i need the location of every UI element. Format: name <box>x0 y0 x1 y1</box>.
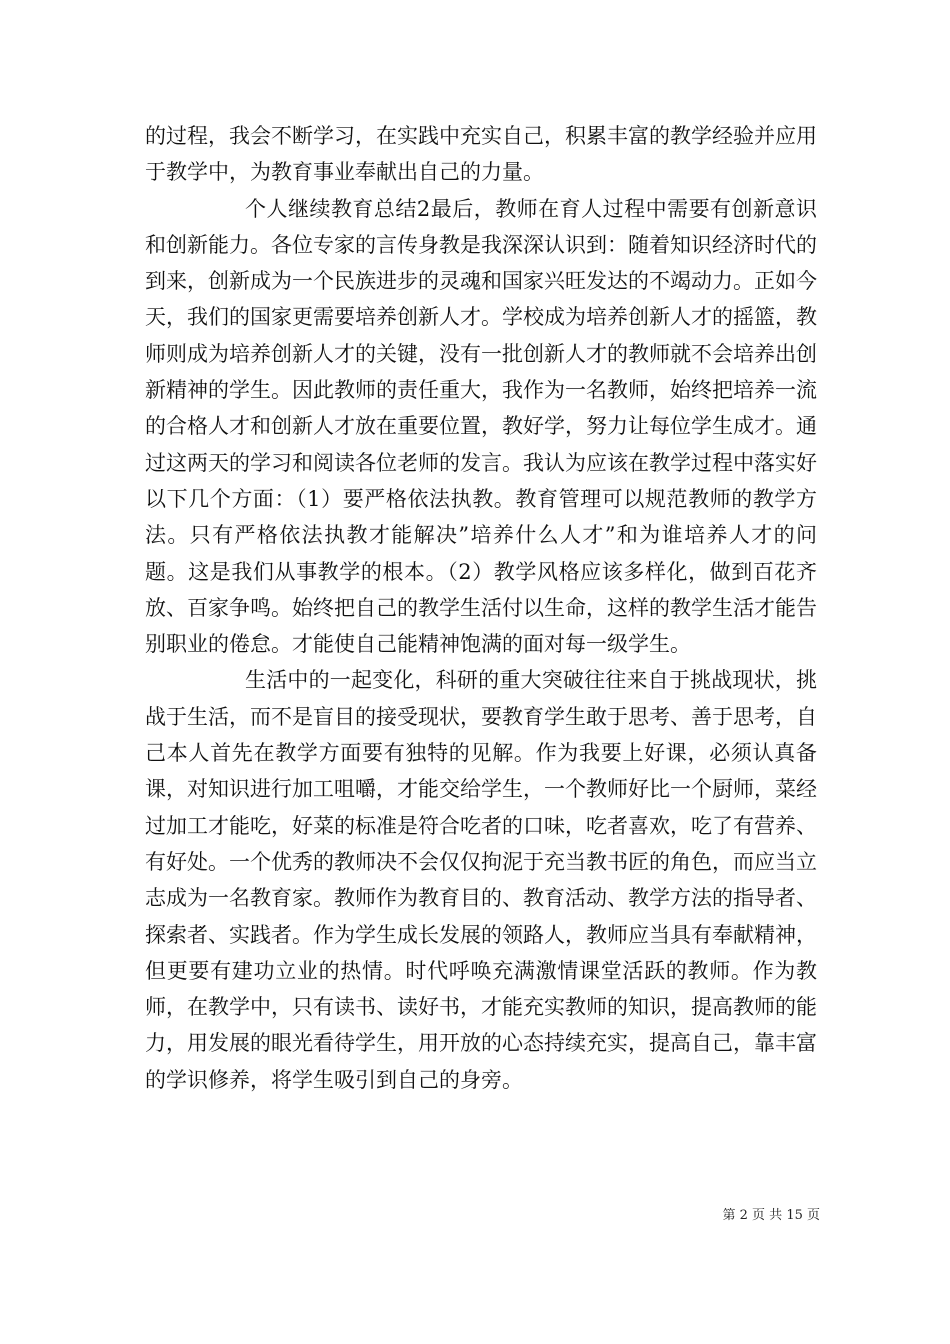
paragraph-3: 生活中的一起变化，科研的重大突破往往来自于挑战现状，挑战于生活，而不是盲目的接受现状，要教育学生敢于思考、善于思考，自己本人首先在教学方面要有独特的见解。作为我要上好课，必须认真备课，对知识进行加工咀嚼，才能交给学生，一个教师好比一个厨师，菜经过加工才能吃，好菜的标准是符合吃者的口味，吃者喜欢，吃了有营养、有好处。一个优秀的教师决不会仅仅拘泥于充当教书匠的角色，而应当立志成为一名教育家。教师作为教育目的、教育活动、教学方法的指导者、探索者、实践者。作为学生成长发展的领路人，教师应当具有奉献精神，但更要有建功立业的热情。时代呼唤充满激情课堂活跃的教师。作为教师，在教学中，只有读书、读好书，才能充实教师的知识，提高教师的能力，用发展的眼光看待学生，用开放的心态持续充实，提高自己，靠丰富的学识修养，将学生吸引到自己的身旁。 <box>145 668 817 1092</box>
document-body <box>145 118 817 1098</box>
page-number-footer: 第 2 页 共 15 页 <box>722 1208 820 1223</box>
paragraph-1: 的过程，我会不断学习，在实践中充实自己，积累丰富的教学经验并应用于教学中，为教育事业奉献出自己的力量。 <box>145 124 817 185</box>
paragraph-2: 个人继续教育总结2最后，教师在育人过程中需要有创新意识和创新能力。各位专家的言传身教是我深深认识到：随着知识经济时代的到来，创新成为一个民族进步的灵魂和国家兴旺发达的不竭动力。正如今天，我们的国家更需要培养创新人才。学校成为培养创新人才的摇篮，教师则成为培养创新人才的关键，没有一批创新人才的教师就不会培养出创新精神的学生。因此教师的责任重大，我作为一名教师，始终把培养一流的合格人才和创新人才放在重要位置，教好学，努力让每位学生成才。通过这两天的学习和阅读各位老师的发言。我认为应该在教学过程中落实好以下几个方面：（1）要严格依法执教。教育管理可以规范教师的教学方法。只有严格依法执教才能解决”培养什么人才”和为谁培养人才的问题。这是我们从事教学的根本。（2）教学风格应该多样化，做到百花齐放、百家争鸣。始终把自己的教学生活付以生命，这样的教学生活才能告别职业的倦怠。才能使自己能精神饱满的面对每一级学生。 <box>145 196 817 657</box>
